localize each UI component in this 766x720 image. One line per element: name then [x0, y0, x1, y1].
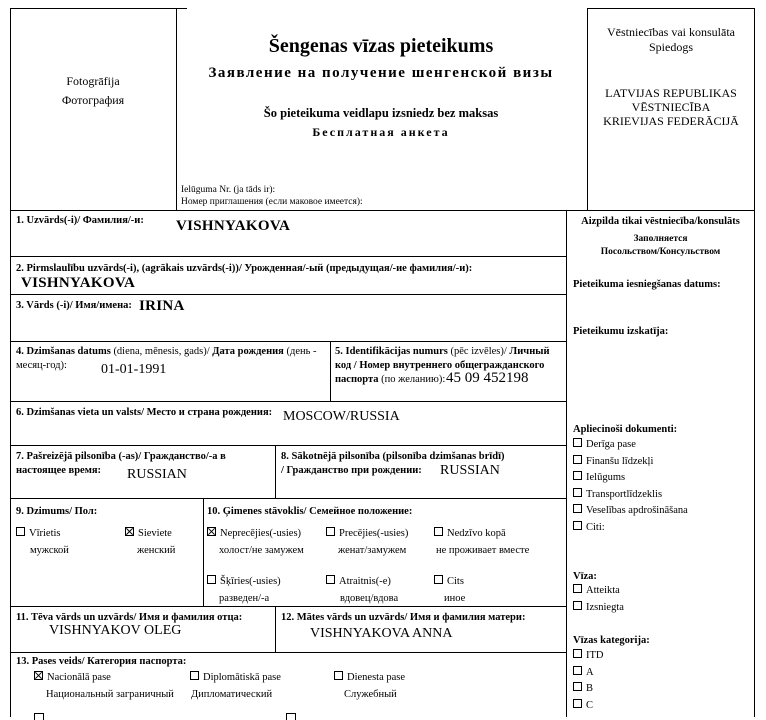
row-sep-7	[10, 606, 567, 607]
doc-vehicle-label: Transportlīdzeklis	[586, 488, 663, 500]
id-number-optional-ru: (по желанию):	[378, 374, 446, 385]
marital-single-ru: холост/не замужем	[219, 545, 304, 556]
birth-nationality-label-2: / Гражданство при рождении:	[281, 465, 422, 476]
marital-other[interactable]	[434, 573, 464, 590]
birth-place-field[interactable]: MOSCOW/RUSSIA	[283, 409, 400, 424]
supporting-documents-label: Apliecinoši dokumenti:	[573, 424, 678, 435]
doc-health-insurance-label: Veselības apdrošināšana	[586, 505, 688, 516]
doc-financial-means[interactable]	[573, 454, 688, 471]
sex-option-female[interactable]	[125, 525, 172, 542]
passport-national[interactable]	[34, 669, 111, 686]
visa-issued-label: Izsniegta	[586, 601, 624, 613]
stamp-box	[588, 25, 754, 55]
passport-national-lv: Nacionālā pase	[47, 672, 111, 683]
sex-option-male[interactable]	[16, 525, 61, 542]
marital-other-ru: иное	[444, 593, 466, 604]
surname-label: 1. Uzvārds(-i)/ Фамилия/-и:	[16, 215, 144, 226]
id-number-label-ru-3: паспорта	[335, 374, 379, 385]
birth-nationality-field[interactable]: RUSSIAN	[440, 463, 500, 478]
stamp-title-ru: Spiedogs	[648, 40, 693, 54]
checkbox-separated[interactable]	[434, 527, 443, 536]
row-sep-2	[10, 294, 567, 295]
passport-diplomatic[interactable]	[190, 669, 281, 686]
marital-status-label: 10. Ģimenes stāvoklis/ Семейное положение:	[207, 506, 413, 517]
doc-vehicle[interactable]	[573, 487, 688, 504]
marital-married[interactable]	[326, 525, 408, 542]
photo-box	[10, 72, 176, 110]
current-nationality-label-2: настоящее время:	[16, 465, 102, 476]
marital-married-lv: Precējies(-usies)	[339, 528, 409, 539]
category-c[interactable]	[573, 698, 604, 715]
doc-invitation[interactable]	[573, 470, 688, 487]
marital-widowed-lv: Atraitnis(-e)	[339, 576, 391, 587]
mother-name-label: 12. Mātes vārds un uzvārds/ Имя и фамилия матери:	[281, 612, 526, 623]
col-sep-4-5	[330, 341, 331, 401]
passport-service-lv: Dienesta pase	[347, 672, 406, 683]
birth-nationality-label-1: 8. Sākotnējā pilsonība (pilsonība dzimšanas brīdī)	[281, 451, 505, 462]
birth-date-label-ru: Дата рождения	[212, 346, 284, 357]
marital-separated-ru: не проживает вместе	[436, 545, 530, 556]
checkbox-valid-passport[interactable]	[573, 438, 582, 447]
issuing-authority	[588, 86, 754, 128]
checkbox-female-checked[interactable]	[125, 527, 134, 536]
form-title-ru: Заявление на получение шенгенской визы	[208, 65, 554, 81]
mother-name-field[interactable]: VISHNYAKOVA ANNA	[310, 626, 453, 641]
row-sep-3	[10, 341, 567, 342]
checkbox-visa-refused[interactable]	[573, 584, 582, 593]
row-sep-4	[10, 401, 567, 402]
authority-line-2: VĒSTNIECĪBA	[631, 100, 711, 114]
surname-field[interactable]: VISHNYAKOVA	[176, 218, 291, 234]
doc-other[interactable]	[573, 520, 688, 537]
id-number-label-lv: 5. Identifikācijas numurs	[335, 346, 448, 357]
checkbox-other[interactable]	[434, 575, 443, 584]
sidebar-title-ru-2: Посольством/Консульством	[600, 247, 721, 257]
checkbox-married[interactable]	[326, 527, 335, 536]
col-sep-11-12	[275, 606, 276, 652]
father-name-label: 11. Tēva vārds un uzvārds/ Имя и фамилия отца:	[16, 612, 243, 623]
header-bottom-border	[10, 210, 755, 211]
outer-left-border	[10, 8, 11, 717]
photo-top-border	[10, 8, 187, 9]
free-of-charge-ru: Бесплатная анкета	[312, 125, 450, 139]
category-a[interactable]	[573, 665, 604, 682]
birth-date-format-ru: (день -	[283, 346, 317, 357]
category-b-label: B	[586, 683, 594, 694]
checkbox-single-checked[interactable]	[207, 527, 216, 536]
birth-date-format-lv: (diena, mēnesis, gads)/	[110, 346, 213, 357]
id-number-label-ru-2: код / Номер внутреннего общегражданского	[335, 360, 545, 371]
row-sep-6	[10, 498, 567, 499]
sidebar-title-ru-1: Заполняется	[633, 234, 688, 244]
checkbox-service[interactable]	[334, 671, 343, 680]
checkbox-vehicle[interactable]	[573, 488, 582, 497]
passport-service[interactable]	[334, 669, 405, 686]
passport-national-ru: Национальный заграничный	[46, 689, 174, 700]
photo-label-lv: Fotogrāfija	[66, 74, 120, 88]
row-sep-8	[10, 652, 567, 653]
first-name-label: 3. Vārds (-i)/ Имя/имена:	[16, 300, 132, 311]
doc-valid-passport[interactable]	[573, 437, 688, 454]
marital-single[interactable]	[207, 525, 301, 542]
outer-right-border	[754, 8, 755, 717]
checkbox-category-a[interactable]	[573, 666, 582, 675]
visa-issued[interactable]	[573, 600, 624, 617]
submission-date-label: Pieteikuma iesniegšanas datums:	[573, 279, 721, 290]
marital-separated-lv: Nedzīvo kopā	[447, 528, 506, 539]
checkbox-invitation[interactable]	[573, 471, 582, 480]
birth-nationality-label	[281, 450, 563, 478]
sex-option-male-lv: Vīrietis	[29, 528, 61, 539]
stamp-title-lv: Vēstniecības vai konsulāta	[607, 25, 735, 39]
birth-place-label: 6. Dzimšanas vieta un valsts/ Место и страна рождения:	[16, 407, 273, 418]
authority-line-1: LATVIJAS REPUBLIKAS	[605, 86, 737, 100]
visa-refused-label: Atteikta	[586, 585, 620, 596]
category-b[interactable]	[573, 681, 604, 698]
birth-date-label-lv: 4. Dzimšanas datums	[16, 346, 111, 357]
row-sep-5	[10, 445, 567, 446]
current-nationality-field[interactable]: RUSSIAN	[127, 467, 187, 482]
supporting-documents-list	[573, 437, 688, 536]
sidebar-title-lv: Aizpilda tikai vēstniecība/konsulāts	[581, 216, 740, 227]
current-nationality-label-1: 7. Pašreizējā pilsonība (-as)/ Гражданство/-а в	[16, 451, 226, 462]
category-c-label: C	[586, 699, 594, 711]
checkbox-health-insurance[interactable]	[573, 504, 582, 513]
passport-diplomatic-ru: Дипломатический	[191, 689, 273, 700]
doc-other-label: Citi:	[586, 521, 605, 533]
col-sep-7-8	[275, 445, 276, 498]
marital-single-lv: Neprecējies(-usies)	[220, 528, 302, 539]
invitation-number-label-ru: Номер приглашения (если маковое имеется):	[181, 197, 363, 207]
checkbox-category-c[interactable]	[573, 699, 582, 708]
checkbox-diplomatic[interactable]	[190, 671, 199, 680]
sex-option-female-lv: Sieviete	[138, 528, 172, 539]
checkbox-doc-other[interactable]	[573, 521, 582, 530]
col-sep-9-10	[203, 498, 204, 606]
id-number-label-ru: Личный	[509, 346, 550, 357]
id-number-field[interactable]: 45 09 452198	[446, 370, 529, 386]
visa-decision-list	[573, 583, 624, 616]
category-itd[interactable]	[573, 648, 604, 665]
checkbox-divorced[interactable]	[207, 575, 216, 584]
form-title-lv: Šengenas vīzas pieteikums	[268, 35, 494, 57]
first-name-field[interactable]: IRINA	[139, 298, 185, 314]
marital-separated[interactable]	[434, 525, 506, 542]
visa-refused[interactable]	[573, 583, 624, 600]
category-itd-label: ITD	[586, 650, 604, 661]
checkbox-widowed[interactable]	[326, 575, 335, 584]
checkbox-category-b[interactable]	[573, 682, 582, 691]
invitation-number-label-lv: Ielūguma Nr. (ja tāds ir):	[181, 185, 276, 195]
checkbox-financial-means[interactable]	[573, 455, 582, 464]
surname-at-birth-label: 2. Pirmslaulību uzvārds(-i), (agrākais uzvārds(-i))/ Урожденная/-ый (предыдущая/-ие фамилия/-и):	[16, 263, 473, 274]
doc-financial-means-label: Finanšu līdzekļi	[586, 455, 654, 467]
examined-by-label: Pieteikumu izskatīja:	[573, 326, 669, 337]
marital-divorced[interactable]	[207, 573, 281, 590]
passport-service-ru: Служебный	[344, 689, 397, 700]
visa-category-label: Vīzas kategorija:	[573, 635, 650, 646]
sex-option-female-ru: женский	[137, 545, 176, 556]
sidebar-divider	[566, 210, 567, 717]
marital-widowed-ru: вдовец/вдова	[340, 593, 399, 604]
passport-diplomatic-lv: Diplomātiskā pase	[203, 672, 281, 683]
surname-at-birth-field[interactable]: VISHNYAKOVA	[21, 275, 136, 291]
doc-invitation-label: Ielūgums	[586, 472, 626, 483]
stamp-top-border	[587, 8, 755, 9]
passport-type-label: 13. Pases veids/ Категория паспорта:	[16, 656, 187, 667]
birth-date-format-ru-2: месяц-год):	[16, 360, 67, 371]
sex-label: 9. Dzimums/ Пол:	[16, 506, 98, 517]
marital-divorced-ru: разведен/-а	[219, 593, 270, 604]
visa-category-list	[573, 648, 604, 714]
doc-health-insurance[interactable]	[573, 503, 688, 520]
marital-other-lv: Cits	[447, 576, 464, 587]
checkbox-category-itd[interactable]	[573, 649, 582, 658]
photo-label-ru: Фотография	[61, 93, 125, 107]
checkbox-male[interactable]	[16, 527, 25, 536]
checkbox-national-checked[interactable]	[34, 671, 43, 680]
sex-option-male-ru: мужской	[30, 545, 69, 556]
sidebar-title-ru	[567, 233, 754, 259]
authority-line-3: KRIEVIJAS FEDERĀCIJĀ	[603, 114, 739, 128]
category-a-label: A	[586, 666, 594, 678]
checkbox-visa-issued[interactable]	[573, 601, 582, 610]
doc-valid-passport-label: Derīga pase	[586, 439, 636, 450]
visa-decision-label: Vīza:	[573, 571, 597, 582]
marital-married-ru: женат/замужем	[338, 545, 407, 556]
id-number-optional-lv: (pēc izvēles)/	[447, 346, 510, 357]
marital-divorced-lv: Šķīries(-usies)	[220, 576, 281, 587]
marital-widowed[interactable]	[326, 573, 391, 590]
birth-date-field[interactable]: 01-01-1991	[101, 362, 167, 377]
father-name-field[interactable]: VISHNYAKOV OLEG	[49, 623, 182, 638]
free-of-charge-lv: Šo pieteikuma veidlapu izsniedz bez maksas	[263, 106, 499, 120]
row-sep-1	[10, 256, 567, 257]
